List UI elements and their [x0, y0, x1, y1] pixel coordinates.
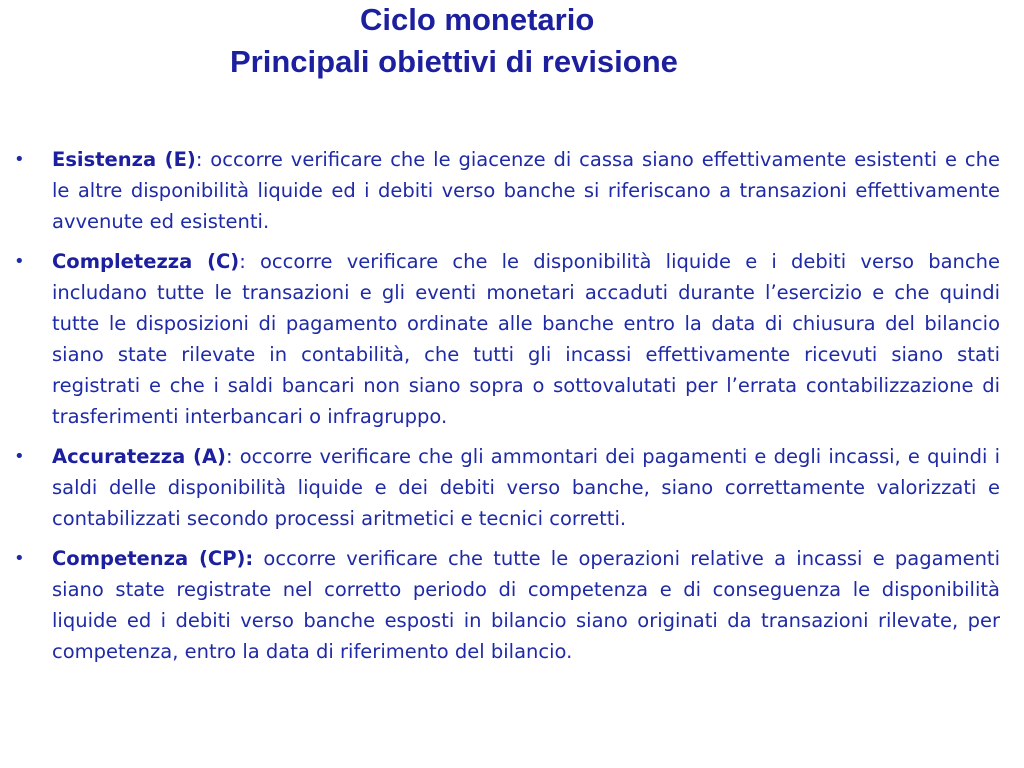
- title-line-1: Ciclo monetario: [360, 2, 595, 37]
- bullet-competenza: [14, 543, 1000, 667]
- bullet-marker: •: [14, 446, 25, 467]
- bullet-separator: :: [225, 445, 233, 468]
- bullet-esistenza: [14, 144, 1000, 237]
- bullet-term: Completezza (C): [52, 250, 240, 273]
- bullet-text: occorre verificare che gli ammontari dei pagamenti e degli incassi, e quindi i saldi delle disponibilità liquide e dei debiti verso banche, siano correttamente valorizzati e contabilizzati secondo processi aritmetici e tecnici corretti.: [52, 445, 1001, 530]
- bullet-text: occorre verificare che tutte le operazioni relative a incassi e pagamenti siano state registrate nel corretto periodo di competenza e di conseguenza le disponibilità liquide ed i debiti verso banche esposti in bilancio siano originati da transazioni rilevate, per competenza, entro la data di riferimento del bilancio.: [52, 547, 1000, 663]
- bullet-list: [14, 144, 1000, 676]
- bullet-marker: •: [14, 149, 25, 170]
- bullet-term: Competenza (CP):: [52, 547, 254, 570]
- bullet-marker: •: [14, 548, 25, 569]
- bullet-completezza: [14, 246, 1000, 432]
- bullet-accuratezza: [14, 441, 1000, 534]
- bullet-marker: •: [14, 251, 25, 272]
- bullet-separator: :: [239, 250, 246, 273]
- bullet-term: Accuratezza (A): [52, 445, 226, 468]
- title-line-2: Principali obiettivi di revisione: [230, 44, 678, 79]
- bullet-text: occorre verificare che le disponibilità liquide e i debiti verso banche includano tutte le transazioni e gli eventi monetari accaduti durante l’esercizio e che quindi tutte le disposizioni di pagamento ordinate alle banche entro la data di chiusura del bilancio siano state rilevate in contabilità, che tutti gli incassi effettivamente ricevuti siano stati registrati e che i saldi bancari non siano sopra o sottovalutati per l’errata contabilizzazione di trasferimenti interbancari o infragruppo.: [52, 250, 1000, 428]
- bullet-term: Esistenza (E): [52, 148, 196, 171]
- bullet-text: occorre verificare che le giacenze di cassa siano effettivamente esistenti e che le altre disponibilità liquide ed i debiti verso banche si riferiscano a transazioni effettivamente avvenute ed esistenti.: [52, 148, 1000, 233]
- bullet-separator: :: [195, 148, 203, 171]
